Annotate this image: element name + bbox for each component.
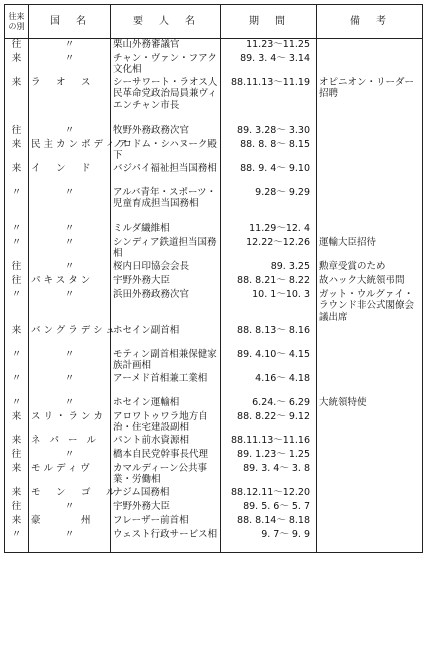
table-row — [5, 411, 423, 435]
table-row — [5, 397, 423, 411]
header-country: 国 名 — [29, 5, 111, 39]
cell-period: 88. 8.13～ 8.16 — [221, 325, 317, 349]
table-row — [5, 139, 423, 163]
cell-direction: 来 — [5, 163, 29, 187]
cell-country: モルディヴ — [29, 463, 111, 487]
visitors-table — [4, 4, 423, 553]
cell-person: カマルディーン公共事業・労働相 — [111, 463, 221, 487]
table-row — [5, 501, 423, 515]
cell-person: チャン・ヴァン・フアク文化相 — [111, 53, 221, 77]
cell-period: 12.22～12.26 — [221, 237, 317, 261]
cell-remarks — [317, 53, 423, 77]
cell-remarks: オピニオン・リーダー招聘 — [317, 77, 423, 125]
cell-period: 9.28～ 9.29 — [221, 187, 317, 223]
cell-person: ウェスト行政サービス相 — [111, 529, 221, 553]
cell-person: 桜内日印協会会長 — [111, 261, 221, 275]
cell-person: パント前水資源相 — [111, 435, 221, 449]
cell-direction: 来 — [5, 139, 29, 163]
cell-remarks — [317, 435, 423, 449]
table-row — [5, 125, 423, 139]
cell-direction: 〃 — [5, 373, 29, 397]
cell-direction: 来 — [5, 435, 29, 449]
cell-country: 〃 — [29, 529, 111, 553]
cell-remarks — [317, 349, 423, 373]
cell-person: シンディア鉄道担当国務相 — [111, 237, 221, 261]
header-person: 要 人 名 — [111, 5, 221, 39]
cell-period: 88.11.13～11.16 — [221, 435, 317, 449]
table-row — [5, 223, 423, 237]
cell-person: バジパイ福祉担当国務相 — [111, 163, 221, 187]
cell-direction: 往 — [5, 261, 29, 275]
cell-period: 89. 1.23～ 1.25 — [221, 449, 317, 463]
table-body — [5, 39, 423, 553]
cell-person: 栗山外務審議官 — [111, 39, 221, 53]
cell-period: 10. 1～10. 3 — [221, 289, 317, 325]
cell-country: 〃 — [29, 373, 111, 397]
cell-person: ホセイン副首相 — [111, 325, 221, 349]
cell-person: アロワトゥワラ地方自治・住宅建設副相 — [111, 411, 221, 435]
table-row — [5, 515, 423, 529]
cell-direction: 来 — [5, 463, 29, 487]
header-period: 期 間 — [221, 5, 317, 39]
table-row — [5, 275, 423, 289]
table-row — [5, 77, 423, 125]
cell-period: 88. 8.22～ 9.12 — [221, 411, 317, 435]
cell-country: 〃 — [29, 223, 111, 237]
cell-remarks — [317, 529, 423, 553]
cell-country: ネ パ ー ル — [29, 435, 111, 449]
cell-remarks — [317, 487, 423, 501]
cell-person: 牧野外務政務次官 — [111, 125, 221, 139]
cell-direction: 来 — [5, 411, 29, 435]
table-row — [5, 53, 423, 77]
cell-direction: 〃 — [5, 289, 29, 325]
cell-person: ホセイン運輸相 — [111, 397, 221, 411]
cell-person: フレーザー前首相 — [111, 515, 221, 529]
cell-person: シーサワート・ラオス人民革命党政治局員兼ヴィエンチャン市長 — [111, 77, 221, 125]
cell-period: 88.11.13～11.19 — [221, 77, 317, 125]
cell-period: 89. 5. 6～ 5. 7 — [221, 501, 317, 515]
cell-period: 89. 3.25 — [221, 261, 317, 275]
cell-period: 88. 8.21～ 8.22 — [221, 275, 317, 289]
cell-period: 9. 7～ 9. 9 — [221, 529, 317, 553]
cell-direction: 往 — [5, 449, 29, 463]
cell-period: 89. 3. 4～ 3.14 — [221, 53, 317, 77]
cell-direction: 来 — [5, 325, 29, 349]
cell-remarks — [317, 139, 423, 163]
cell-period: 88. 9. 4～ 9.10 — [221, 163, 317, 187]
cell-direction: 来 — [5, 487, 29, 501]
cell-period: 4.16～ 4.18 — [221, 373, 317, 397]
cell-country: 〃 — [29, 501, 111, 515]
cell-person: アルバ青年・スポーツ・児童育成担当国務相 — [111, 187, 221, 223]
cell-country: バングラデシュ — [29, 325, 111, 349]
cell-country: スリ・ランカ — [29, 411, 111, 435]
cell-remarks: 勲章受賞のため — [317, 261, 423, 275]
header-direction: 往来の別 — [5, 5, 29, 39]
cell-country: 〃 — [29, 187, 111, 223]
cell-period: 88. 8.14～ 8.18 — [221, 515, 317, 529]
cell-direction: 往 — [5, 125, 29, 139]
cell-direction: 〃 — [5, 349, 29, 373]
cell-person: ミルダ繊維相 — [111, 223, 221, 237]
cell-country: 〃 — [29, 261, 111, 275]
cell-country: 〃 — [29, 53, 111, 77]
table-row — [5, 487, 423, 501]
cell-remarks: 大統領特使 — [317, 397, 423, 411]
cell-country: イ ン ド — [29, 163, 111, 187]
cell-period: 6.24.～ 6.29 — [221, 397, 317, 411]
cell-country: 〃 — [29, 125, 111, 139]
cell-person: 橋本自民党幹事長代理 — [111, 449, 221, 463]
table-row — [5, 463, 423, 487]
table-row — [5, 449, 423, 463]
cell-remarks — [317, 373, 423, 397]
table-row — [5, 435, 423, 449]
table-row — [5, 289, 423, 325]
cell-country: 民主カンボディア — [29, 139, 111, 163]
cell-person: 浜田外務政務次官 — [111, 289, 221, 325]
cell-person: アーメド首相兼工業相 — [111, 373, 221, 397]
cell-period: 89. 3.28～ 3.30 — [221, 125, 317, 139]
cell-remarks: ガット・ウルグァイ・ラウンド非公式閣僚会議出席 — [317, 289, 423, 325]
cell-remarks — [317, 125, 423, 139]
cell-country: 〃 — [29, 237, 111, 261]
cell-remarks: 運輸大臣招待 — [317, 237, 423, 261]
cell-country: ラ オ ス — [29, 77, 111, 125]
cell-direction: 来 — [5, 77, 29, 125]
cell-person: 宇野外務大臣 — [111, 275, 221, 289]
cell-remarks — [317, 515, 423, 529]
cell-remarks — [317, 411, 423, 435]
cell-direction: 来 — [5, 515, 29, 529]
header-row — [5, 5, 423, 39]
cell-direction: 〃 — [5, 237, 29, 261]
cell-direction: 来 — [5, 53, 29, 77]
table-row — [5, 325, 423, 349]
cell-remarks — [317, 163, 423, 187]
cell-direction: 往 — [5, 275, 29, 289]
table-row — [5, 349, 423, 373]
cell-country: 〃 — [29, 397, 111, 411]
table-row — [5, 529, 423, 553]
cell-period: 11.23～11.25 — [221, 39, 317, 53]
cell-country: 〃 — [29, 289, 111, 325]
cell-period: 88. 8. 8～ 8.15 — [221, 139, 317, 163]
table-row — [5, 373, 423, 397]
cell-country: パキスタン — [29, 275, 111, 289]
cell-remarks — [317, 463, 423, 487]
cell-direction: 〃 — [5, 397, 29, 411]
cell-direction: 往 — [5, 39, 29, 53]
cell-country: 〃 — [29, 39, 111, 53]
cell-period: 11.29～12. 4 — [221, 223, 317, 237]
cell-remarks — [317, 449, 423, 463]
table-row — [5, 163, 423, 187]
cell-direction: 往 — [5, 501, 29, 515]
table-row — [5, 237, 423, 261]
cell-country: 豪 州 — [29, 515, 111, 529]
cell-direction: 〃 — [5, 223, 29, 237]
cell-person: ナジム国務相 — [111, 487, 221, 501]
table-row — [5, 187, 423, 223]
table-row — [5, 261, 423, 275]
cell-country: モ ン ゴ ル — [29, 487, 111, 501]
cell-remarks — [317, 325, 423, 349]
cell-period: 88.12.11～12.20 — [221, 487, 317, 501]
cell-period: 89. 4.10～ 4.15 — [221, 349, 317, 373]
table-row — [5, 39, 423, 53]
header-remarks: 備 考 — [317, 5, 423, 39]
cell-period: 89. 3. 4～ 3. 8 — [221, 463, 317, 487]
cell-remarks — [317, 223, 423, 237]
cell-direction: 〃 — [5, 529, 29, 553]
cell-remarks — [317, 39, 423, 53]
cell-person: 宇野外務大臣 — [111, 501, 221, 515]
cell-person: ノロドム・シハヌーク殿下 — [111, 139, 221, 163]
cell-direction: 〃 — [5, 187, 29, 223]
cell-person: モティン副首相兼保健家族計画相 — [111, 349, 221, 373]
cell-remarks — [317, 187, 423, 223]
cell-country: 〃 — [29, 349, 111, 373]
cell-country: 〃 — [29, 449, 111, 463]
cell-remarks: 故ハック大統領弔問 — [317, 275, 423, 289]
cell-remarks — [317, 501, 423, 515]
